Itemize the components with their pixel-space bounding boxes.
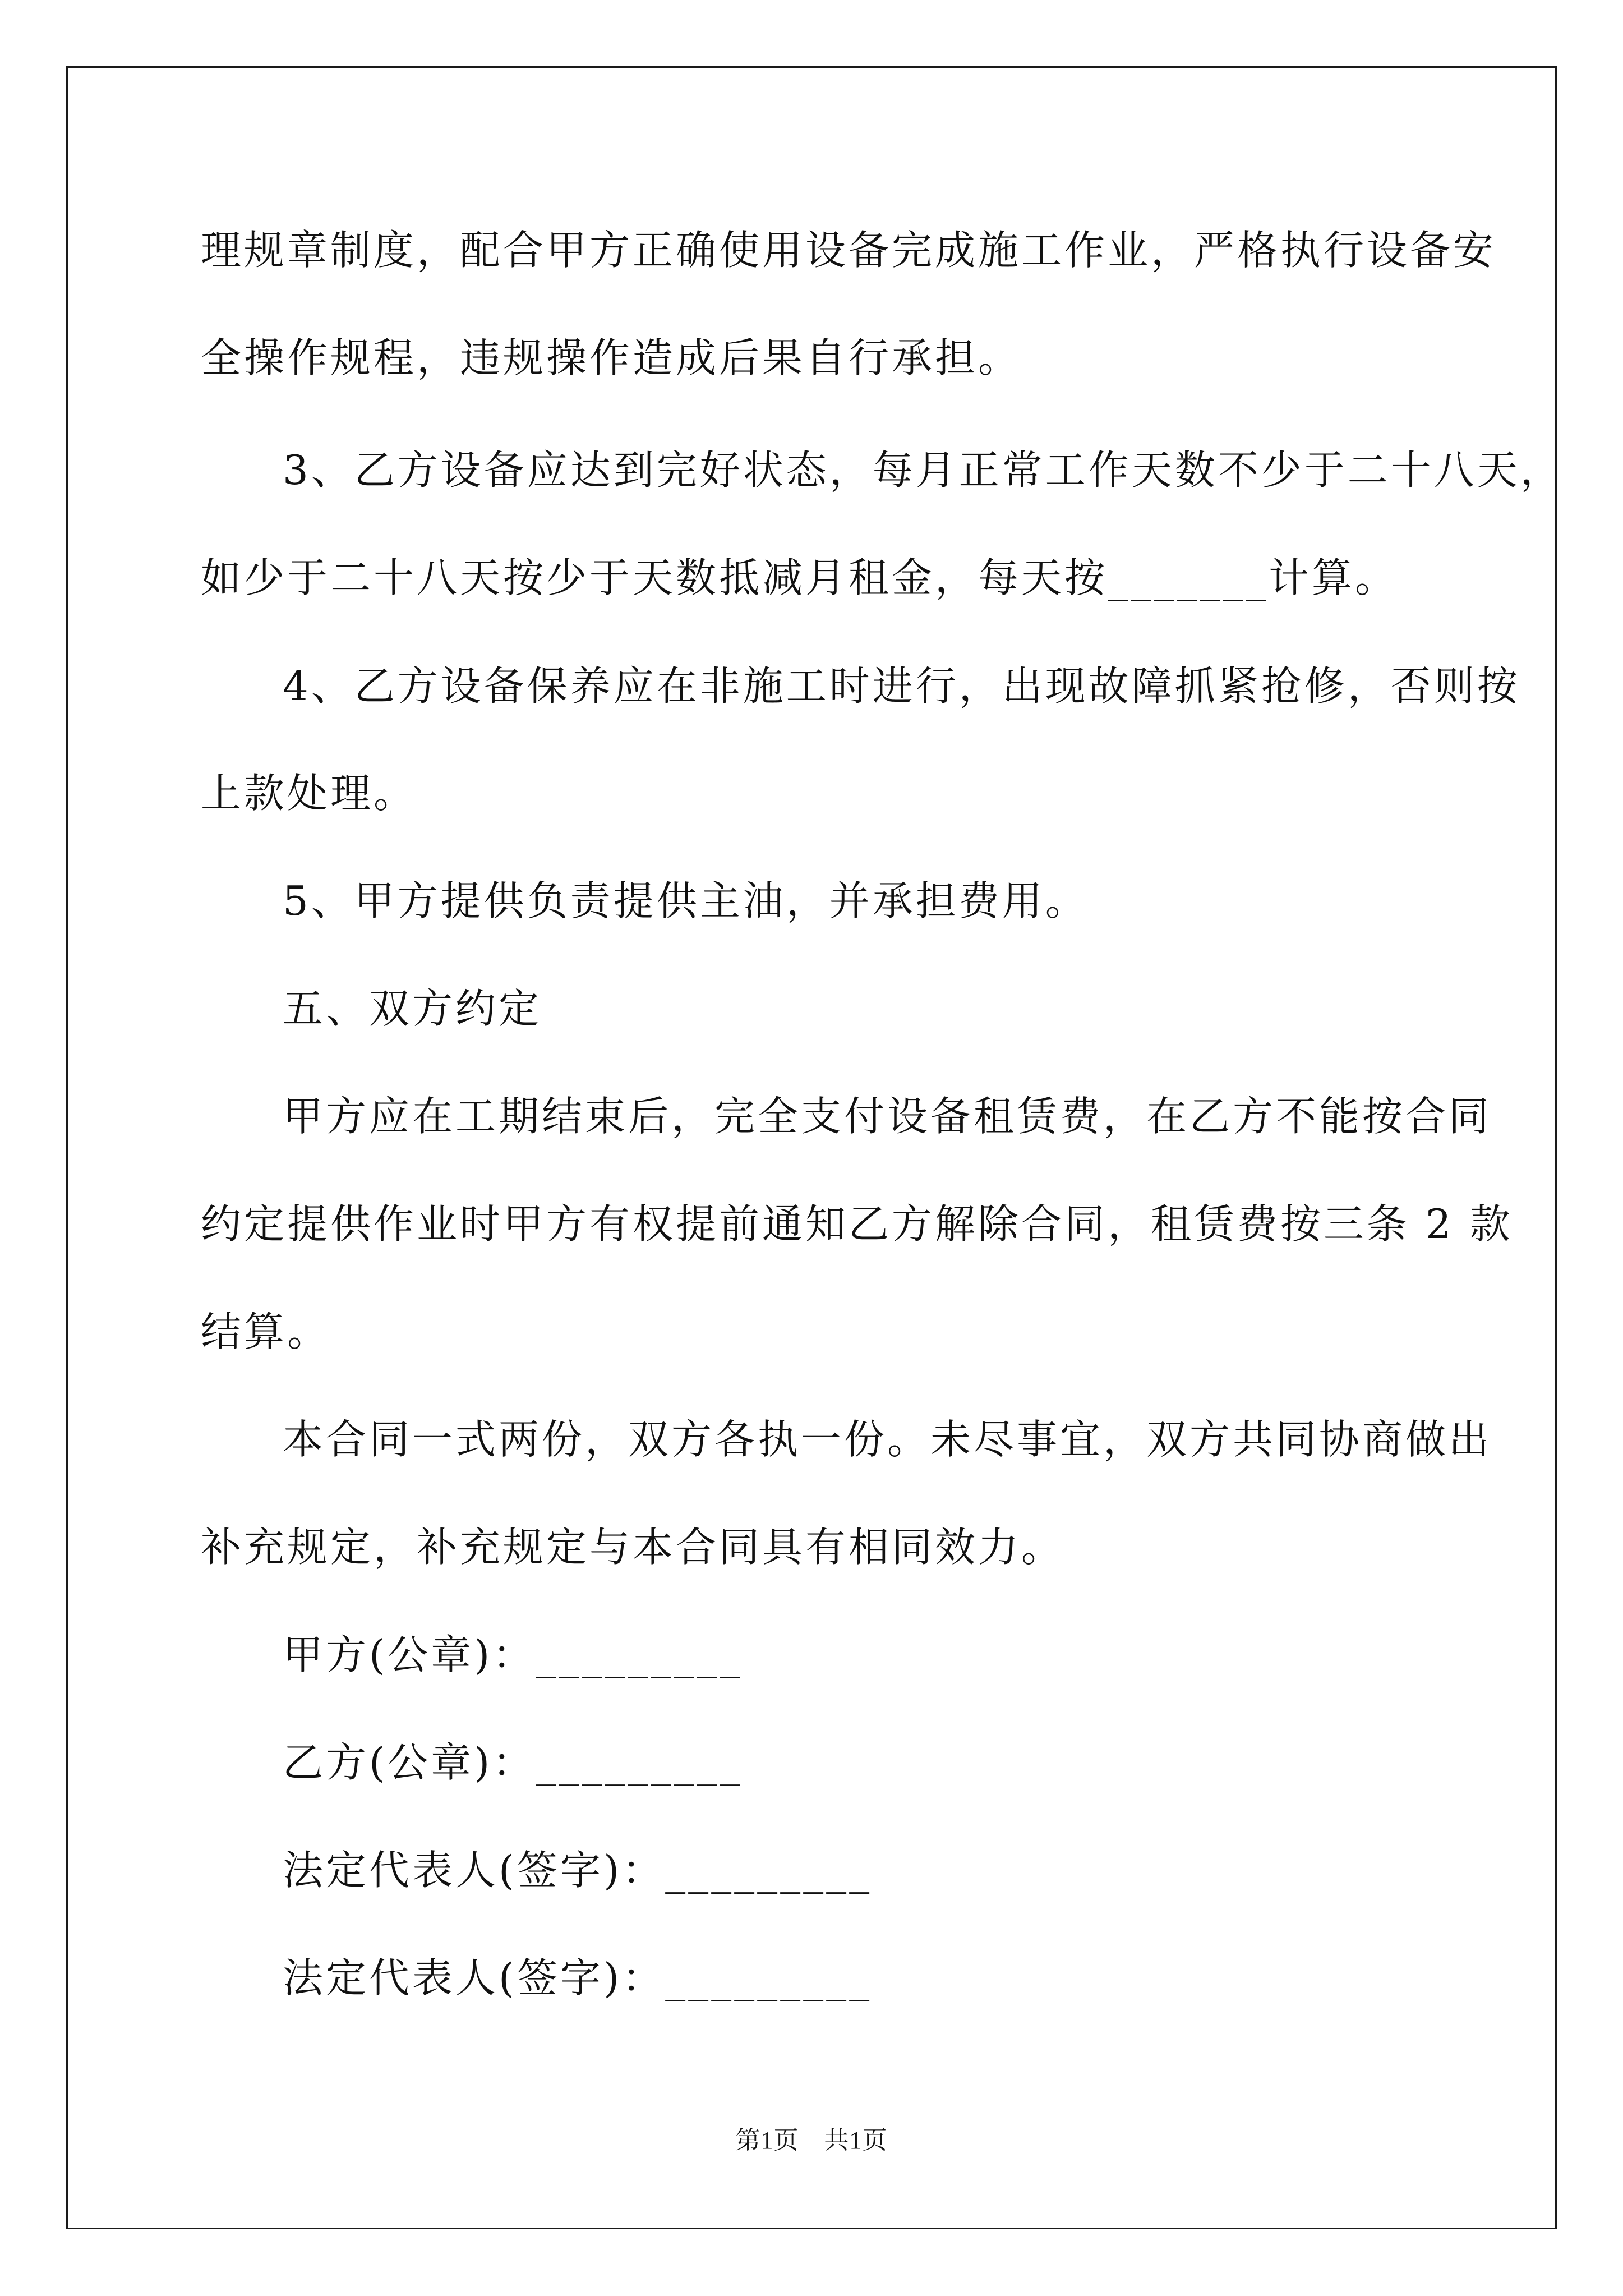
section-heading: 五、双方约定 — [283, 985, 542, 1032]
clause-3-line: 如少于二十八天按少于天数抵减月租金，每天按_______计算。 — [201, 554, 1399, 601]
paragraph-line: 全操作规程，违规操作造成后果自行承担。 — [201, 334, 1022, 381]
copies-line: 补充规定，补充规定与本合同具有相同效力。 — [201, 1524, 1065, 1571]
party-b-seal-field: 乙方(公章)：_________ — [283, 1739, 743, 1786]
clause-4-line: 4、乙方设备保养应在非施工时进行，出现故障抓紧抢修，否则按 — [283, 662, 1520, 710]
clause-4-line: 上款处理。 — [201, 770, 417, 817]
clause-5-line: 5、甲方提供负责提供主油，并承担费用。 — [283, 877, 1089, 924]
clause-3-line: 3、乙方设备应达到完好状态，每月正常工作天数不少于二十八天， — [283, 447, 1564, 494]
page-border — [66, 66, 1564, 2229]
agreement-line: 甲方应在工期结束后，完全支付设备租赁费，在乙方不能按合同 — [283, 1093, 1492, 1140]
copies-line: 本合同一式两份，双方各执一份。未尽事宜，双方共同协商做出 — [283, 1416, 1492, 1463]
paragraph-line: 理规章制度，配合甲方正确使用设备完成施工作业，严格执行设备安 — [201, 227, 1497, 274]
page-number: 第1页 共1页 — [735, 2127, 888, 2154]
legal-rep-signature-field: 法定代表人(签字)：_________ — [283, 1847, 873, 1894]
party-a-seal-field: 甲方(公章)：_________ — [283, 1631, 743, 1678]
agreement-line: 约定提供作业时甲方有权提前通知乙方解除合同，租赁费按三条 2 款 — [201, 1200, 1513, 1248]
agreement-line: 结算。 — [201, 1308, 331, 1355]
legal-rep-signature-field: 法定代表人(签字)：_________ — [283, 1954, 873, 2001]
